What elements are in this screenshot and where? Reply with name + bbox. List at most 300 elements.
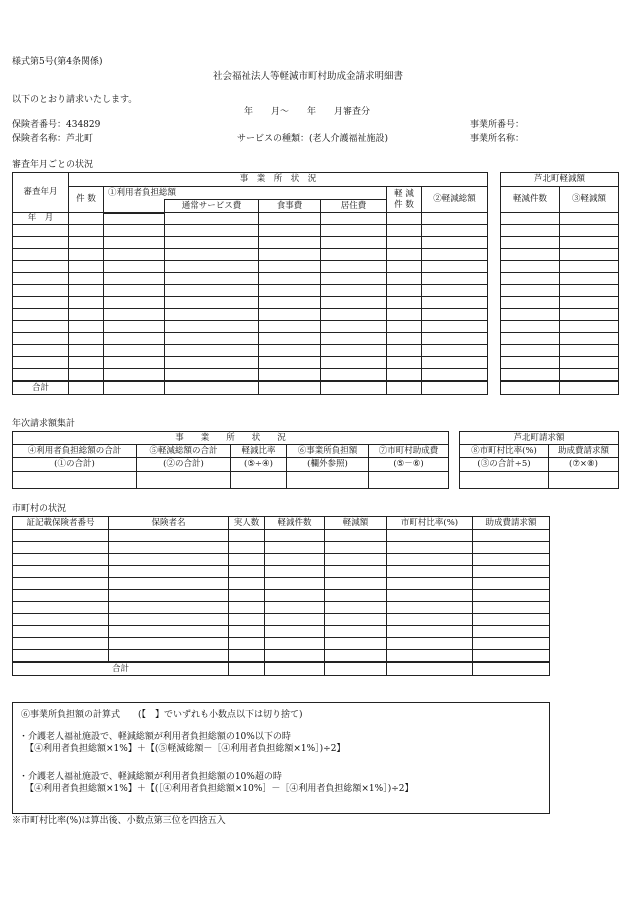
table-cell[interactable] [387, 638, 473, 650]
town-claim-header: 芦北町請求額 [460, 432, 619, 445]
table-cell[interactable] [259, 273, 321, 285]
table-cell[interactable] [473, 554, 550, 566]
table-cell[interactable] [560, 357, 619, 369]
service-type: サービスの種類：(老人介護福祉施設) [237, 134, 389, 144]
table-cell[interactable] [69, 369, 104, 381]
table-cell[interactable] [265, 650, 325, 662]
table-cell[interactable] [325, 626, 387, 638]
table-cell[interactable] [109, 626, 229, 638]
table-cell[interactable] [387, 309, 422, 321]
count-header: 件 数 [69, 187, 104, 213]
table-cell[interactable] [104, 273, 165, 285]
table-cell[interactable] [473, 542, 550, 554]
table-row [13, 602, 550, 614]
table-cell[interactable] [259, 285, 321, 297]
table-cell[interactable] [321, 249, 387, 261]
table-cell[interactable] [69, 333, 104, 345]
table-cell[interactable] [265, 638, 325, 650]
table-cell[interactable] [13, 321, 69, 333]
table-cell[interactable] [422, 345, 488, 357]
table-cell[interactable] [325, 662, 387, 676]
table-cell[interactable] [259, 309, 321, 321]
table-cell[interactable] [229, 602, 265, 614]
table-cell[interactable] [259, 237, 321, 249]
table-cell[interactable] [422, 309, 488, 321]
table-cell[interactable] [422, 369, 488, 381]
table-cell[interactable] [321, 273, 387, 285]
table-row [501, 285, 619, 297]
table-cell[interactable] [387, 357, 422, 369]
table-cell[interactable] [321, 381, 387, 395]
table-cell[interactable] [473, 590, 550, 602]
table-cell[interactable] [165, 321, 259, 333]
table-row [501, 261, 619, 273]
table-cell[interactable] [165, 357, 259, 369]
table-cell[interactable] [104, 369, 165, 381]
reduction-total-header: ②軽減総額 [422, 187, 488, 213]
table-row [13, 309, 488, 321]
table-cell[interactable] [422, 249, 488, 261]
office-number: 事業所番号： [470, 120, 525, 130]
table-cell[interactable] [387, 261, 422, 273]
table-cell[interactable] [109, 554, 229, 566]
table-cell[interactable] [13, 309, 69, 321]
table-cell[interactable] [387, 369, 422, 381]
table-cell[interactable] [109, 614, 229, 626]
table-cell[interactable] [259, 213, 321, 225]
table-cell[interactable] [422, 225, 488, 237]
table-cell[interactable] [325, 614, 387, 626]
table-cell[interactable] [501, 297, 560, 309]
table-cell[interactable] [473, 626, 550, 638]
table-cell[interactable] [560, 237, 619, 249]
table-cell[interactable] [165, 237, 259, 249]
table-cell[interactable] [265, 542, 325, 554]
table-cell[interactable] [560, 381, 619, 395]
table-cell[interactable] [104, 225, 165, 237]
table-cell[interactable] [560, 309, 619, 321]
municipal-subsidy-value[interactable] [369, 472, 449, 489]
table-cell[interactable] [259, 345, 321, 357]
table-cell[interactable] [109, 638, 229, 650]
table-row [13, 614, 550, 626]
sum-reduction-value[interactable] [137, 472, 231, 489]
table-cell[interactable] [104, 309, 165, 321]
table-cell[interactable] [104, 357, 165, 369]
table-cell[interactable] [473, 566, 550, 578]
table-cell[interactable] [387, 225, 422, 237]
table-cell[interactable] [325, 602, 387, 614]
table-cell[interactable] [69, 261, 104, 273]
annual-office-header: 事 業 所 状 況 [13, 432, 449, 445]
table-cell[interactable] [473, 614, 550, 626]
table-row [501, 237, 619, 249]
table-cell[interactable] [265, 614, 325, 626]
table-cell[interactable] [321, 345, 387, 357]
note-case1: ・介護老人福祉施設で、軽減総額が利用者負担総額の10%以下の時 [19, 732, 291, 742]
office-name: 事業所名称： [470, 134, 525, 144]
table-cell[interactable] [560, 369, 619, 381]
table-cell[interactable] [501, 225, 560, 237]
table-cell[interactable] [69, 345, 104, 357]
table-cell[interactable] [104, 285, 165, 297]
table-cell[interactable] [560, 249, 619, 261]
table-cell[interactable] [265, 530, 325, 542]
table-cell[interactable] [13, 566, 109, 578]
total-label: 合計 [13, 381, 69, 395]
table-row [13, 369, 488, 381]
table-cell[interactable] [109, 578, 229, 590]
table-cell[interactable] [473, 650, 550, 662]
table-cell[interactable] [321, 333, 387, 345]
sum-total-burden-value[interactable] [13, 472, 137, 489]
sum-reduction-header: ⑤軽減総額の合計 [137, 445, 231, 458]
table-cell[interactable] [387, 297, 422, 309]
table-cell[interactable] [387, 554, 473, 566]
table-cell[interactable] [387, 285, 422, 297]
table-cell[interactable] [104, 381, 165, 395]
table-cell[interactable] [104, 297, 165, 309]
table-cell[interactable] [321, 261, 387, 273]
table-cell[interactable] [13, 554, 109, 566]
table-cell[interactable] [560, 261, 619, 273]
table-cell[interactable] [69, 285, 104, 297]
table-cell[interactable] [69, 381, 104, 395]
table-cell[interactable] [259, 225, 321, 237]
table-cell[interactable] [109, 566, 229, 578]
table-cell[interactable] [501, 309, 560, 321]
table-cell[interactable] [422, 321, 488, 333]
subsidy-amount-header: 助成費請求額 [473, 517, 550, 530]
table-cell[interactable] [165, 261, 259, 273]
table-cell[interactable] [104, 345, 165, 357]
table-cell[interactable] [325, 650, 387, 662]
table-row [501, 249, 619, 261]
table-cell[interactable] [422, 213, 488, 225]
note-case2: ・介護老人福祉施設で、軽減総額が利用者負担総額の10%超の時 [19, 772, 282, 782]
table-cell[interactable] [321, 225, 387, 237]
table-cell[interactable] [165, 249, 259, 261]
table-cell[interactable] [501, 261, 560, 273]
table-cell[interactable] [165, 273, 259, 285]
table-cell[interactable] [229, 554, 265, 566]
table-cell[interactable] [422, 381, 488, 395]
table-cell[interactable] [321, 297, 387, 309]
table-cell[interactable] [422, 357, 488, 369]
table-cell[interactable] [13, 578, 109, 590]
table-cell[interactable] [13, 357, 69, 369]
table-cell[interactable] [69, 213, 104, 225]
table-row [13, 357, 488, 369]
table-cell[interactable] [560, 333, 619, 345]
table-cell[interactable] [321, 237, 387, 249]
table-cell[interactable] [229, 650, 265, 662]
table-cell[interactable] [13, 249, 69, 261]
table-cell[interactable] [387, 237, 422, 249]
food-fee-header: 食事費 [259, 200, 321, 213]
table-cell[interactable] [13, 345, 69, 357]
table-cell[interactable] [560, 345, 619, 357]
table-cell[interactable] [165, 345, 259, 357]
table-cell[interactable] [387, 566, 473, 578]
table-cell[interactable] [321, 321, 387, 333]
table-row [13, 626, 550, 638]
table-cell[interactable] [13, 261, 69, 273]
table-cell[interactable] [13, 650, 109, 662]
table-cell[interactable] [501, 369, 560, 381]
town-ratio-sub: (③の合計÷5) [460, 458, 549, 472]
table-cell[interactable] [501, 237, 560, 249]
table-cell[interactable] [13, 333, 69, 345]
town-count-header: 軽減件数 [501, 187, 560, 213]
office-status-header: 事 業 所 状 況 [69, 173, 488, 187]
table-cell[interactable] [259, 369, 321, 381]
table-cell[interactable] [69, 321, 104, 333]
table-cell[interactable] [560, 285, 619, 297]
table-cell[interactable] [325, 578, 387, 590]
table-cell[interactable] [265, 566, 325, 578]
table-cell[interactable] [321, 285, 387, 297]
table-cell[interactable] [229, 638, 265, 650]
table-cell[interactable] [69, 297, 104, 309]
table-cell[interactable] [265, 554, 325, 566]
town-reduction-header: 芦北町軽減額 [501, 173, 619, 187]
table-cell[interactable] [69, 237, 104, 249]
table-cell[interactable] [560, 297, 619, 309]
table-cell[interactable] [259, 321, 321, 333]
table-cell[interactable] [387, 381, 422, 395]
table-cell[interactable] [473, 662, 550, 676]
table-cell[interactable] [165, 369, 259, 381]
table-cell[interactable] [387, 614, 473, 626]
table-cell[interactable] [165, 225, 259, 237]
office-burden-value[interactable] [287, 472, 369, 489]
table-cell[interactable] [69, 357, 104, 369]
table-cell[interactable] [501, 333, 560, 345]
stay-fee-header: 居住費 [321, 200, 387, 213]
table-cell[interactable] [13, 602, 109, 614]
table-cell[interactable] [229, 662, 265, 676]
table-cell[interactable] [325, 566, 387, 578]
table-cell[interactable] [259, 297, 321, 309]
table-row [13, 542, 550, 554]
municipal-subsidy-header: ⑦市町村助成費 [369, 445, 449, 458]
table-cell[interactable] [501, 213, 560, 225]
table-cell[interactable] [501, 321, 560, 333]
table-cell[interactable] [13, 237, 69, 249]
note-heading: ⑥事業所負担額の計算式 (【 】でいずれも小数点以下は切り捨て) [21, 710, 303, 720]
table-cell[interactable] [501, 381, 560, 395]
table-row [13, 213, 488, 225]
sum-reduction-sub: (②の合計) [137, 458, 231, 472]
table-cell[interactable] [387, 345, 422, 357]
table-cell[interactable] [473, 578, 550, 590]
table-row [13, 638, 550, 650]
intro-text: 以下のとおり請求いたします。 [12, 95, 138, 105]
table-cell[interactable] [109, 602, 229, 614]
table-cell[interactable] [387, 542, 473, 554]
table-cell[interactable] [422, 237, 488, 249]
table-cell[interactable] [165, 285, 259, 297]
table-cell[interactable] [422, 273, 488, 285]
table-cell[interactable] [265, 626, 325, 638]
table-cell[interactable] [325, 590, 387, 602]
table-cell[interactable] [259, 249, 321, 261]
table-cell[interactable] [13, 590, 109, 602]
table-cell[interactable] [229, 530, 265, 542]
table-cell[interactable] [229, 626, 265, 638]
table-cell[interactable] [259, 261, 321, 273]
office-burden-sub: (欄外参照) [287, 458, 369, 472]
table-cell[interactable] [387, 273, 422, 285]
table-cell[interactable] [104, 213, 165, 225]
table-cell[interactable] [104, 249, 165, 261]
table-cell[interactable] [325, 638, 387, 650]
table-cell[interactable] [69, 273, 104, 285]
table-cell[interactable] [560, 213, 619, 225]
table-cell[interactable] [13, 626, 109, 638]
service-fee-header: 通常サービス費 [165, 200, 259, 213]
total-row [13, 662, 550, 676]
review-period: 年 月～ 年 月審査分 [244, 107, 371, 117]
table-cell[interactable] [104, 321, 165, 333]
town-amount-header: ③軽減額 [560, 187, 619, 213]
note-formula2: 【④利用者負担総額×1%】＋【(［④利用者負担総額×10%］－［④利用者負担総額×1%］)÷2】 [25, 784, 414, 794]
table-cell[interactable] [265, 662, 325, 676]
table-cell[interactable] [387, 530, 473, 542]
table-cell[interactable] [560, 273, 619, 285]
table-cell[interactable] [69, 225, 104, 237]
table-row [501, 345, 619, 357]
table-cell[interactable] [69, 309, 104, 321]
table-row [13, 590, 550, 602]
table-cell[interactable] [229, 590, 265, 602]
table-cell[interactable] [104, 333, 165, 345]
total-row [13, 381, 488, 395]
table-cell[interactable] [560, 321, 619, 333]
table-cell[interactable] [265, 590, 325, 602]
table-cell[interactable] [229, 578, 265, 590]
table-cell[interactable] [501, 345, 560, 357]
table-cell[interactable] [473, 638, 550, 650]
table-cell[interactable] [165, 333, 259, 345]
table-row [13, 530, 550, 542]
table-cell[interactable] [259, 357, 321, 369]
table-cell[interactable] [104, 237, 165, 249]
table-row [501, 309, 619, 321]
table-cell[interactable] [321, 213, 387, 225]
table-cell[interactable] [109, 542, 229, 554]
table-cell[interactable] [387, 602, 473, 614]
table-cell[interactable] [104, 261, 165, 273]
table-cell[interactable] [325, 542, 387, 554]
table-cell[interactable] [387, 590, 473, 602]
table-cell[interactable] [387, 249, 422, 261]
table-cell[interactable] [387, 578, 473, 590]
table-cell[interactable] [265, 578, 325, 590]
document-title: 社会福祉法人等軽減市町村助成金請求明細書 [213, 71, 404, 82]
table-cell[interactable] [13, 638, 109, 650]
table-cell[interactable] [501, 273, 560, 285]
table-cell[interactable] [229, 614, 265, 626]
table-cell[interactable] [109, 590, 229, 602]
table-cell[interactable] [387, 321, 422, 333]
table-cell[interactable] [69, 249, 104, 261]
table-cell[interactable] [265, 602, 325, 614]
municipal-subsidy-sub: (⑤－⑥) [369, 458, 449, 472]
table-cell[interactable] [387, 626, 473, 638]
table-cell[interactable] [259, 381, 321, 395]
table-cell[interactable] [422, 333, 488, 345]
section3-title: 市町村の状況 [12, 504, 67, 514]
table-cell[interactable] [325, 554, 387, 566]
table-row [501, 273, 619, 285]
insurer-number-header: 証記載保険者番号 [13, 517, 109, 530]
table-cell[interactable] [229, 566, 265, 578]
table-cell[interactable] [325, 530, 387, 542]
table-cell[interactable] [560, 225, 619, 237]
table-cell[interactable] [13, 614, 109, 626]
table-cell[interactable] [13, 285, 69, 297]
table-cell[interactable] [422, 285, 488, 297]
table-cell[interactable] [387, 662, 473, 676]
table-cell[interactable] [165, 213, 259, 225]
table-cell[interactable] [501, 285, 560, 297]
table-cell[interactable] [13, 542, 109, 554]
table-cell[interactable] [321, 369, 387, 381]
table-cell[interactable] [387, 650, 473, 662]
table-cell[interactable] [321, 309, 387, 321]
note-formula1: 【④利用者負担総額×1%】＋【(⑤軽減総額－［④利用者負担総額×1%］)÷2】 [25, 744, 346, 754]
table-cell[interactable] [259, 333, 321, 345]
table-row [13, 273, 488, 285]
town-total-row [501, 381, 619, 395]
table-cell[interactable] [13, 530, 109, 542]
table-cell[interactable] [165, 309, 259, 321]
table-cell[interactable] [387, 213, 422, 225]
table-cell[interactable] [321, 357, 387, 369]
headcount-header: 実人数 [229, 517, 265, 530]
reduction-ratio-sub: (⑤÷④) [231, 458, 287, 472]
table-cell[interactable] [165, 381, 259, 395]
reduction-ratio-value[interactable] [231, 472, 287, 489]
annual-summary-table [12, 431, 449, 489]
subsidy-claim-header: 助成費請求額 [549, 445, 619, 458]
total-burden-header: ①利用者負担総額 [104, 187, 387, 200]
table-cell[interactable] [473, 530, 550, 542]
sum-total-burden-header: ④利用者負担総額の合計 [13, 445, 137, 458]
form-number: 様式第5号(第4条関係) [12, 57, 103, 67]
table-cell[interactable] [109, 650, 229, 662]
table-cell[interactable] [109, 530, 229, 542]
table-cell[interactable] [387, 333, 422, 345]
table-cell[interactable] [13, 369, 69, 381]
table-cell[interactable] [165, 297, 259, 309]
table-cell[interactable] [13, 297, 69, 309]
table-cell[interactable] [422, 297, 488, 309]
table-cell[interactable] [13, 225, 69, 237]
table-cell[interactable] [13, 273, 69, 285]
table-row [501, 357, 619, 369]
subsidy-claim-value[interactable] [549, 472, 619, 489]
table-cell[interactable] [422, 261, 488, 273]
table-cell[interactable] [473, 602, 550, 614]
table-row [13, 249, 488, 261]
table-cell[interactable] [229, 542, 265, 554]
table-cell[interactable] [501, 357, 560, 369]
table-cell[interactable] [501, 249, 560, 261]
town-ratio-value[interactable] [460, 472, 549, 489]
